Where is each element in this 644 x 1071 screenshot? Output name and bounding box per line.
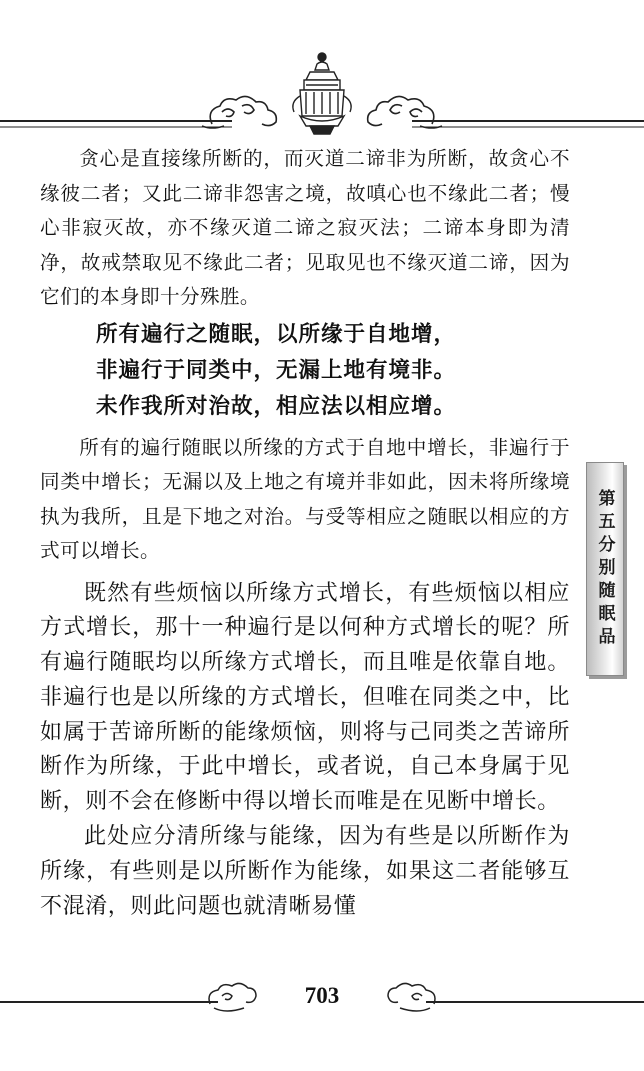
victory-banner-icon bbox=[293, 53, 351, 134]
paragraph-verse-explanation: 所有的遍行随眠以所缘的方式于自地中增长，非遍行于同类中增长；无漏以及上地之有境并非如此，因未将所缘境执为我所，且是下地之对治。与受等相应之随眠以相应的方式可以增长。 bbox=[40, 435, 570, 562]
verse-line: 所有遍行之随眠，以所缘于自地增， bbox=[96, 321, 457, 347]
auspicious-cloud-icon bbox=[202, 96, 276, 128]
chapter-title: 第五分别随眠品 bbox=[594, 488, 615, 650]
chapter-side-tab bbox=[586, 462, 624, 676]
verse-line: 未作我所对治故，相应法以相应增。 bbox=[96, 393, 457, 419]
paragraph-discussion: 既然有些烦恼以所缘方式增长，有些烦恼以相应方式增长，那十一种遍行是以何种方式增长的呢？所有遍行随眠均以所缘方式增长，而且唯是依靠自地。非遍行也是以所缘的方式增长，但唯在同类之中，比如属于苦谛所断的能缘烦恼，则将与己同类之苦谛所断作为所缘，于此中增长，或者说，自己本身属于见断，则不会在修断中得以增长而唯是在见断中增长。 bbox=[40, 580, 570, 815]
auspicious-cloud-icon bbox=[209, 983, 256, 1011]
page-number: 703 bbox=[304, 983, 340, 1008]
verse-line: 非遍行于同类中，无漏上地有境非。 bbox=[96, 357, 457, 383]
header-ornament bbox=[0, 0, 644, 140]
root-verse bbox=[40, 317, 570, 425]
page-body bbox=[40, 142, 570, 924]
header-rules bbox=[0, 0, 644, 140]
auspicious-cloud-icon bbox=[368, 96, 442, 128]
paragraph-discussion: 此处应分清所缘与能缘，因为有些是以所断作为所缘，有些则是以所断作为能缘，如果这二者能够互不混淆，则此问题也就清晰易懂 bbox=[40, 824, 570, 919]
auspicious-cloud-icon bbox=[388, 983, 435, 1011]
paragraph-commentary: 贪心是直接缘所断的，而灭道二谛非为所断，故贪心不缘彼二者；又此二谛非怨害之境，故嗔心也不缘此二者；慢心非寂灭故，亦不缘灭道二谛之寂灭法；二谛本身即为清净，故戒禁取见不缘此二者；见取见也不缘灭道二谛，因为它们的本身即十分殊胜。 bbox=[40, 147, 570, 308]
